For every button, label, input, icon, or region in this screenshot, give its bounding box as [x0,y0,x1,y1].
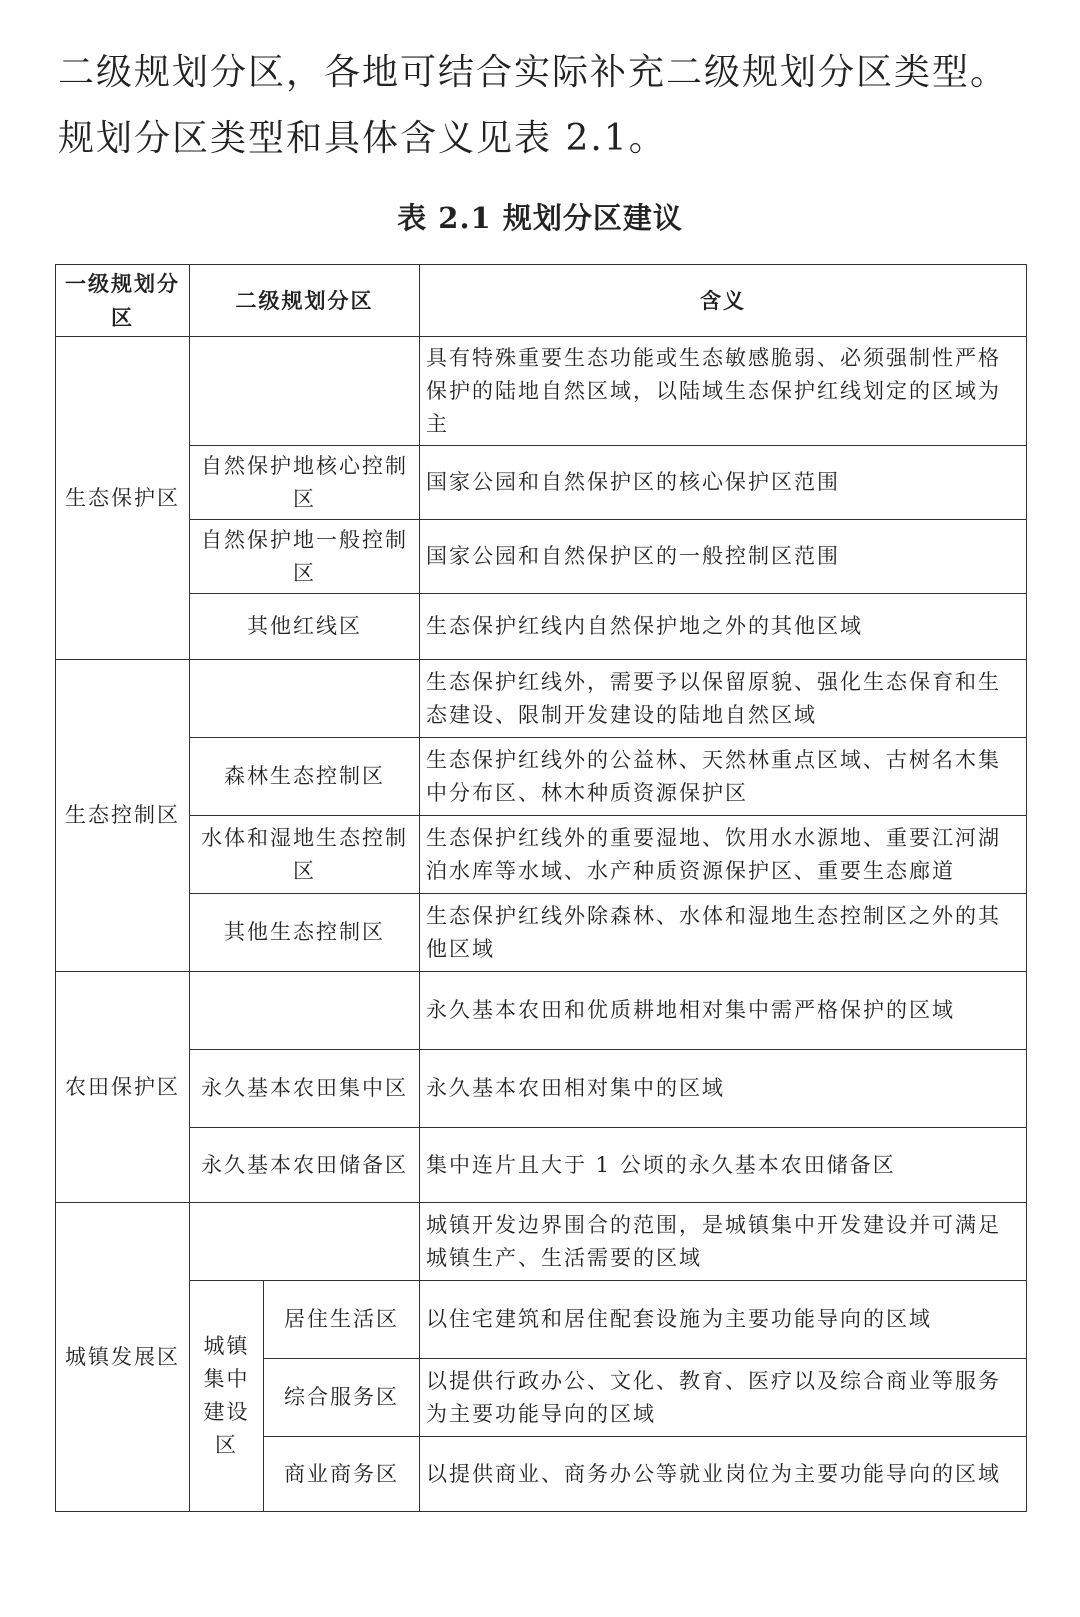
zone-level2-cell [190,972,420,1050]
zone-level2-cell: 水体和湿地生态控制区 [190,816,420,894]
zone-level2-cell: 森林生态控制区 [190,738,420,816]
zone-desc-cell: 生态保护红线内自然保护地之外的其他区域 [420,594,1027,660]
zone-level1-cell: 农田保护区 [56,972,190,1203]
table-caption: 表 2.1 规划分区建议 [397,201,683,235]
zone-level3-cell: 综合服务区 [264,1359,420,1437]
table-row [56,594,1027,660]
zone-desc-cell: 生态保护红线外除森林、水体和湿地生态控制区之外的其他区域 [420,894,1027,972]
zone-desc-cell: 国家公园和自然保护区的一般控制区范围 [420,520,1027,594]
zone-level3-cell: 居住生活区 [264,1281,420,1359]
table-row [56,1281,1027,1359]
zone-desc-cell: 生态保护红线外的公益林、天然林重点区域、古树名木集中分布区、林木种质资源保护区 [420,738,1027,816]
zone-level2-cell: 自然保护地核心控制区 [190,446,420,520]
table-row [56,1203,1027,1281]
zone-level1-cell: 生态保护区 [56,337,190,660]
zone-group-cell: 城镇集中建设区 [190,1281,264,1512]
zone-level1-cell: 城镇发展区 [56,1203,190,1512]
zone-desc-cell: 永久基本农田和优质耕地相对集中需严格保护的区域 [420,972,1027,1050]
zone-desc-cell: 以提供行政办公、文化、教育、医疗以及综合商业等服务为主要功能导向的区域 [420,1359,1027,1437]
table-row [56,816,1027,894]
zone-level2-cell [190,660,420,738]
table-row [56,446,1027,520]
table-row [56,738,1027,816]
header-level1: 一级规划分区 [56,265,190,337]
zone-level2-cell [190,1203,420,1281]
table-row [56,894,1027,972]
zone-desc-cell: 具有特殊重要生态功能或生态敏感脆弱、必须强制性严格保护的陆地自然区域，以陆域生态保护红线划定的区域为主 [420,337,1027,446]
zone-level2-cell: 其他红线区 [190,594,420,660]
table-row [56,1050,1027,1128]
table-row [56,660,1027,738]
zone-desc-cell: 永久基本农田相对集中的区域 [420,1050,1027,1128]
zone-desc-cell: 集中连片且大于 1 公顷的永久基本农田储备区 [420,1128,1027,1203]
header-meaning: 含义 [420,265,1027,337]
zone-desc-cell: 以住宅建筑和居住配套设施为主要功能导向的区域 [420,1281,1027,1359]
zone-desc-cell: 国家公园和自然保护区的核心保护区范围 [420,446,1027,520]
zone-desc-cell: 以提供商业、商务办公等就业岗位为主要功能导向的区域 [420,1437,1027,1512]
zone-level3-cell: 商业商务区 [264,1437,420,1512]
header-level2: 二级规划分区 [190,265,420,337]
intro-paragraph: 二级规划分区，各地可结合实际补充二级规划分区类型。规划分区类型和具体含义见表 2.1。 [58,52,1009,159]
table-header-row [56,265,1027,337]
zone-desc-cell: 生态保护红线外的重要湿地、饮用水水源地、重要江河湖泊水库等水域、水产种质资源保护区、重要生态廊道 [420,816,1027,894]
zone-level2-cell: 其他生态控制区 [190,894,420,972]
table-row [56,520,1027,594]
zone-level2-cell: 永久基本农田集中区 [190,1050,420,1128]
zone-level2-cell [190,337,420,446]
zone-desc-cell: 城镇开发边界围合的范围，是城镇集中开发建设并可满足城镇生产、生活需要的区域 [420,1203,1027,1281]
zone-level2-cell: 永久基本农田储备区 [190,1128,420,1203]
zoning-table [55,264,1027,1512]
zone-level2-cell: 自然保护地一般控制区 [190,520,420,594]
zone-level1-cell: 生态控制区 [56,660,190,972]
zone-desc-cell: 生态保护红线外，需要予以保留原貌、强化生态保育和生态建设、限制开发建设的陆地自然区域 [420,660,1027,738]
table-row [56,1128,1027,1203]
table-row [56,972,1027,1050]
table-row [56,337,1027,446]
